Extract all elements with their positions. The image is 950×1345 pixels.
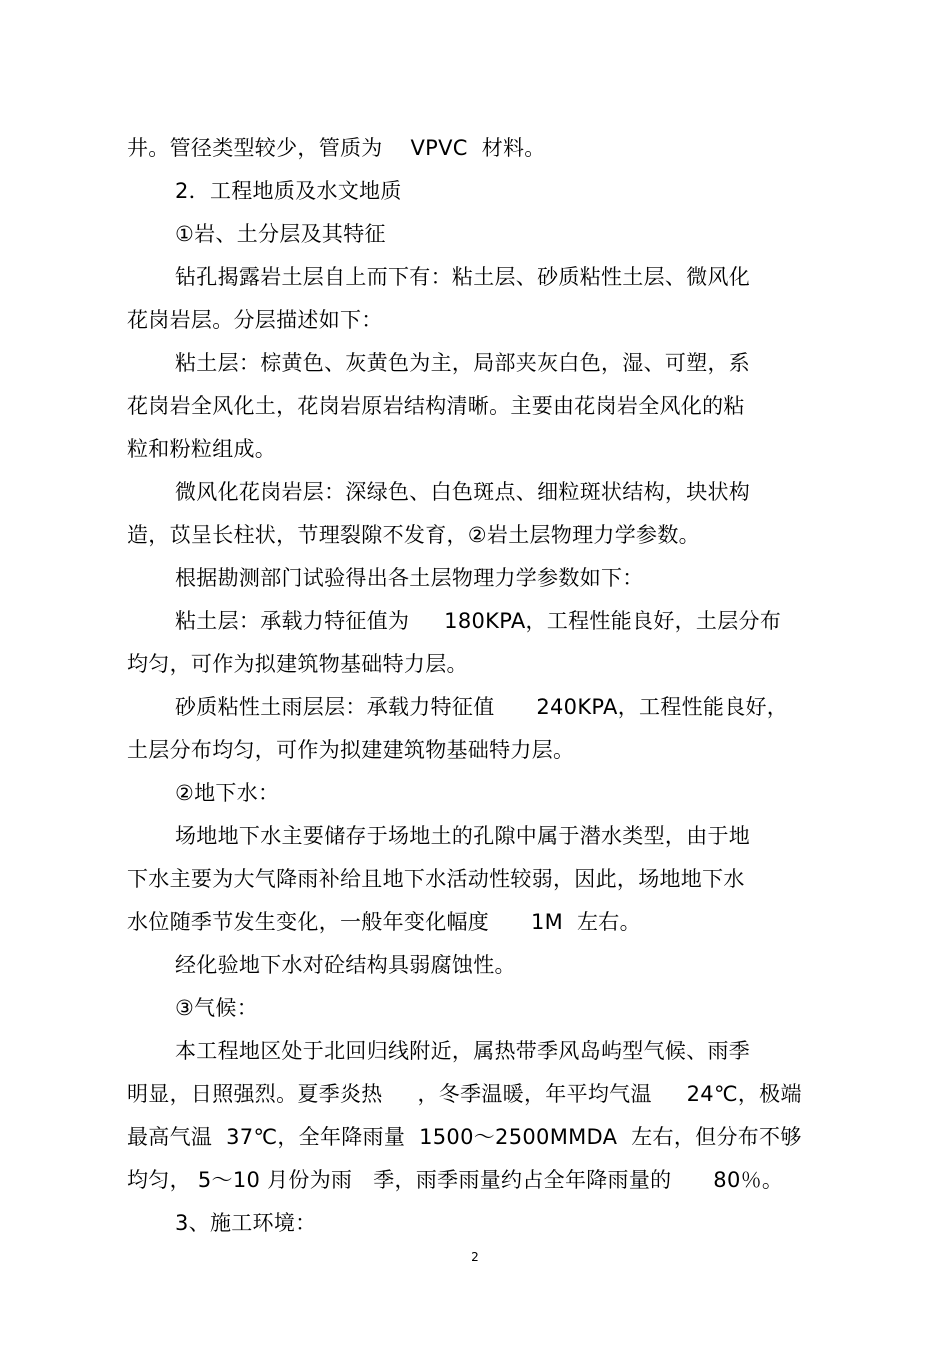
text-line: 造，苡呈长柱状，节理裂隙不发育，②岩土层物理力学参数。	[127, 523, 700, 547]
subsection-heading: ③气候：	[175, 996, 259, 1020]
section-heading: 2．工程地质及水文地质	[175, 179, 402, 203]
subsection-heading: ②地下水：	[175, 781, 280, 805]
text-line: 土层分布均匀，可作为拟建建筑物基础特力层。	[127, 738, 575, 762]
text-line: 均匀，可作为拟建筑物基础特力层。	[127, 652, 468, 676]
text-line: 根据勘测部门试验得出各土层物理力学参数如下：	[175, 566, 644, 590]
text-line: 均匀， 5～10 月份为雨 季，雨季雨量约占全年降雨量的 80％。	[127, 1168, 784, 1192]
text-line: 水位随季节发生变化，一般年变化幅度 1M 左右。	[127, 910, 641, 934]
text-line: 经化验地下水对砼结构具弱腐蚀性。	[175, 953, 516, 977]
text-line: 微风化花岗岩层：深绿色、白色斑点、细粒斑状结构，块状构	[175, 480, 751, 504]
text-line: 本工程地区处于北回归线附近，属热带季风岛屿型气候、雨季	[175, 1039, 751, 1063]
text-line: 钻孔揭露岩土层自上而下有：粘土层、砂质粘性土层、微风化	[175, 265, 751, 289]
subsection-heading: ①岩、土分层及其特征	[175, 222, 386, 246]
text-line: 粒和粉粒组成。	[127, 437, 277, 461]
text-line: 下水主要为大气降雨补给且地下水活动性较弱，因此，场地地下水	[127, 867, 745, 891]
text-line: 最高气温 37℃，全年降雨量 1500～2500MMDA 左右，但分布不够	[127, 1125, 802, 1149]
page-number: 2	[471, 1250, 479, 1264]
text-line: 砂质粘性土雨层层：承载力特征值 240KPA，工程性能良好，	[175, 695, 789, 719]
text-line: 场地地下水主要储存于场地土的孔隙中属于潜水类型，由于地	[175, 824, 751, 848]
text-line: 粘土层：棕黄色、灰黄色为主，局部夹灰白色，湿、可塑，系	[175, 351, 751, 375]
text-line: 花岗岩层。分层描述如下：	[127, 308, 383, 332]
text-line: 明显，日照强烈。夏季炎热 ，冬季温暖，年平均气温 24℃，极端	[127, 1082, 802, 1106]
text-line: 井。管径类型较少，管质为 VPVC 材料。	[127, 136, 546, 160]
text-line: 花岗岩全风化土，花岗岩原岩结构清晰。主要由花岗岩全风化的粘	[127, 394, 745, 418]
section-heading: 3、施工环境：	[175, 1211, 317, 1235]
text-line: 粘土层：承载力特征值为 180KPA，工程性能良好，土层分布	[175, 609, 782, 633]
